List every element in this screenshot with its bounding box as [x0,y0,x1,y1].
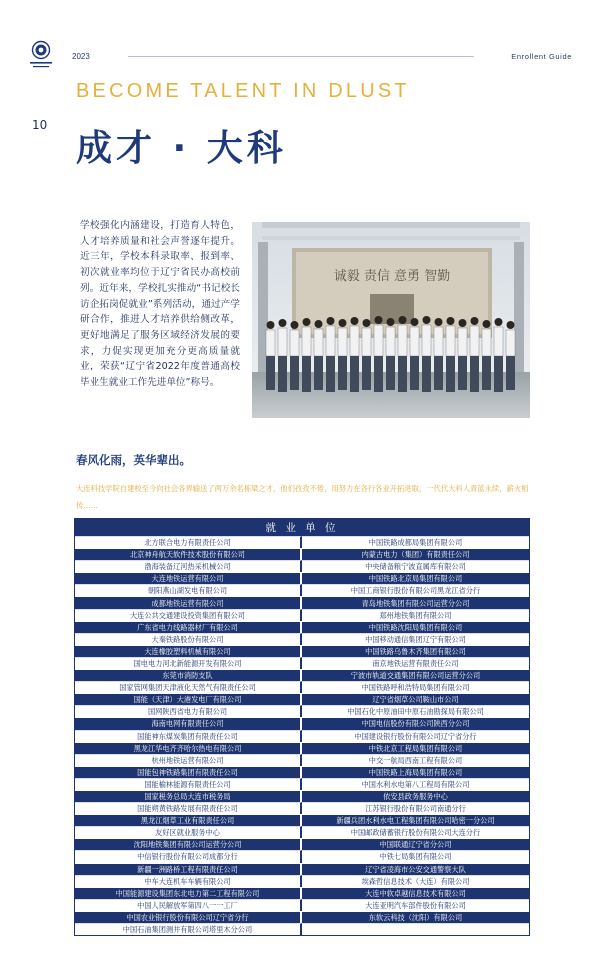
employer-name-left: 国能神东煤炭集团有限责任公司 [75,730,302,742]
employer-name-left: 杭州地铁运营有限公司 [75,754,302,766]
employer-name-right: 中国联通辽宁省分公司 [302,838,529,850]
employer-name-left: 国家税务总局大连市税务局 [75,790,302,802]
employer-name-right: 大连亚明汽车部件股份有限公司 [302,899,529,911]
employer-name-right: 中国铁路北京局集团有限公司 [302,572,529,584]
employer-name-right: 中国水利水电第八工程局有限公司 [302,778,529,790]
employer-name-left: 东莞市消防支队 [75,669,302,681]
employer-name-left: 国网陕西省电力有限公司 [75,705,302,717]
employer-name-left: 大连橡胶塑料机械有限公司 [75,645,302,657]
employer-table [74,518,530,936]
employer-row [75,730,529,742]
lead-paragraph: 大连科技学院自建校至今向社会各界输送了两万余名栋梁之才，他们孜孜不倦，用努力在各行各业开拓进取，一代代大科人青蓝永续，薪火相传…… [76,484,529,510]
employer-name-left: 新疆一洲路桥工程有限责任公司 [75,863,302,875]
english-title: BECOME TALENT IN DLUST [76,80,410,102]
employer-name-left: 北方联合电力有限责任公司 [75,536,302,548]
employer-name-right: 中国铁路成都局集团有限公司 [302,536,529,548]
page-number: 10 [32,118,48,132]
subheading: 春风化雨，英华辈出。 [76,453,191,467]
employer-row [75,657,529,669]
university-logo [28,40,54,70]
employer-name-left: 国能包神铁路集团有限责任公司 [75,766,302,778]
employer-name-right: 中国铁路乌鲁木齐集团有限公司 [302,645,529,657]
employer-row [75,850,529,862]
employer-table-header: 就 业 单 位 [75,519,529,536]
employer-name-right: 郑州地铁集团有限公司 [302,609,529,621]
employer-row [75,754,529,766]
employer-row [75,887,529,899]
employer-row [75,633,529,645]
guide-label: Enrollent Guide [511,52,572,61]
employer-row [75,742,529,754]
employer-row [75,536,529,548]
employer-row [75,621,529,633]
employer-name-left: 海南电网有限责任公司 [75,717,302,729]
employer-row [75,548,529,560]
employer-row [75,560,529,572]
employer-row [75,923,529,935]
employer-name-right: 宁波市轨道交通集团有限公司运营分公司 [302,669,529,681]
employer-name-right: 江苏银行股份有限公司南通分行 [302,802,529,814]
employer-name-left: 北京神舟航天软件技术股份有限公司 [75,548,302,560]
employer-row [75,911,529,923]
employer-name-left: 国能榆林能源有限责任公司 [75,778,302,790]
employer-name-left: 大连公共交通建设投资集团有限公司 [75,609,302,621]
employer-row [75,790,529,802]
employer-row [75,705,529,717]
employer-row [75,681,529,693]
employer-name-left: 中国能源建设集团东北电力第二工程有限公司 [75,887,302,899]
employer-name-right: 中国铁路上海局集团有限公司 [302,766,529,778]
employer-name-right: 中国建设银行股份有限公司辽宁省分行 [302,730,529,742]
employer-name-right: 依安县政务服务中心 [302,790,529,802]
employer-row [75,838,529,850]
employer-row [75,875,529,887]
employer-name-left: 友好区就业服务中心 [75,826,302,838]
employer-name-right: 辽宁省烟草公司鞍山市公司 [302,693,529,705]
employer-name-right: 中央储备粮宁波直属库有限公司 [302,560,529,572]
employer-name-left: 黑龙江烟草工业有限责任公司 [75,814,302,826]
employer-row [75,584,529,596]
employer-name-left: 中信银行股份有限公司成都分行 [75,850,302,862]
employer-row [75,766,529,778]
employer-name-right: 大连中软卓越信息技术有限公司 [302,887,529,899]
employer-name-left: 朝阳燕山湖发电有限公司 [75,584,302,596]
employer-name-right: 埃森哲信息技术（大连）有限公司 [302,875,529,887]
employer-name-right: 辽宁省凌海市公安交通警察大队 [302,863,529,875]
employer-name-right: 中国铁路呼和浩特局集团有限公司 [302,681,529,693]
employer-name-right: 中铁七局集团有限公司 [302,850,529,862]
employer-name-left: 沈阳地铁集团有限公司运营分公司 [75,838,302,850]
employer-name-right: 东软云科技（沈阳）有限公司 [302,911,529,923]
employer-row [75,596,529,608]
employer-row [75,863,529,875]
employer-name-right: 中交一航局西南工程有限公司 [302,754,529,766]
employer-row [75,669,529,681]
employer-name-left: 大连地铁运营有限公司 [75,572,302,584]
employer-name-right: 中国电信股份有限公司陕西分公司 [302,717,529,729]
employer-name-left: 中车大连机车车辆有限公司 [75,875,302,887]
employer-name-right: 中铁北京工程局集团有限公司 [302,742,529,754]
employer-name-left: 中国石油集团测井有限公司塔里木分公司 [75,923,302,935]
employer-name-right: 新疆兵团水利水电工程集团有限公司哈密一分公司 [302,814,529,826]
employer-name-left: 国电电力河北新能源开发有限公司 [75,657,302,669]
employer-name-left: 中国农业银行股份有限公司辽宁省分行 [75,911,302,923]
employer-name-left: 中国人民解放军第四八一一工厂 [75,899,302,911]
employer-row [75,778,529,790]
employer-name-left: 国能（天津）大港发电厂有限公司 [75,693,302,705]
employer-name-right: 南京地铁运营有限责任公司 [302,657,529,669]
employer-name-left: 成都地铁运营有限公司 [75,596,302,608]
header-divider [128,56,474,57]
employer-row [75,802,529,814]
employer-row [75,814,529,826]
employer-row [75,899,529,911]
employer-row [75,693,529,705]
employer-name-left: 黑龙江华电齐齐哈尔热电有限公司 [75,742,302,754]
employer-name-right [302,923,529,935]
employer-name-right: 中国邮政储蓄银行股份有限公司大连分行 [302,826,529,838]
employer-name-right: 中国石化中原油田中原石油勘探局有限公司 [302,705,529,717]
employer-name-left: 国家管网集团天津液化天然气有限责任公司 [75,681,302,693]
employer-row [75,826,529,838]
employer-row [75,645,529,657]
employer-row [75,609,529,621]
employer-row [75,572,529,584]
employer-name-right: 青岛地铁集团有限公司运营分公司 [302,596,529,608]
year-label: 2023 [72,52,90,61]
employer-row [75,717,529,729]
employer-name-left: 渤海装备辽河热采机械公司 [75,560,302,572]
calligraphy-banner: 诚毅 责信 意勇 智勤 [333,269,451,284]
employer-name-left: 广东省电力线路器材厂有限公司 [75,621,302,633]
chinese-title: 成才 · 大科 [76,128,287,169]
graduates-group-photo [252,222,530,418]
intro-paragraph: 学校强化内涵建设，打造育人特色，人才培养质量和社会声誉逐年提升。近三年，学校本科录取率、报到率、初次就业率均位于辽宁省民办高校前列。近年来，学校扎实推动“书记校长访企拓岗促就业”系列活动，通过产学研合作，推进人才培养供给侧改革，更好地满足了服务区域经济发展的要求，力促实现更加充分更高质量就业，荣获“辽宁省2022年度普通高校毕业生就业工作先进单位”称号。 [80,220,240,389]
employer-name-left: 国能朔黄铁路发展有限责任公司 [75,802,302,814]
employer-name-right: 中国移动通信集团辽宁有限公司 [302,633,529,645]
employer-name-right: 中国工商银行股份有限公司黑龙江省分行 [302,584,529,596]
employer-name-right: 中国铁路沈阳局集团有限公司 [302,621,529,633]
employer-name-left: 大秦铁路股份有限公司 [75,633,302,645]
employer-name-right: 内蒙古电力（集团）有限责任公司 [302,548,529,560]
